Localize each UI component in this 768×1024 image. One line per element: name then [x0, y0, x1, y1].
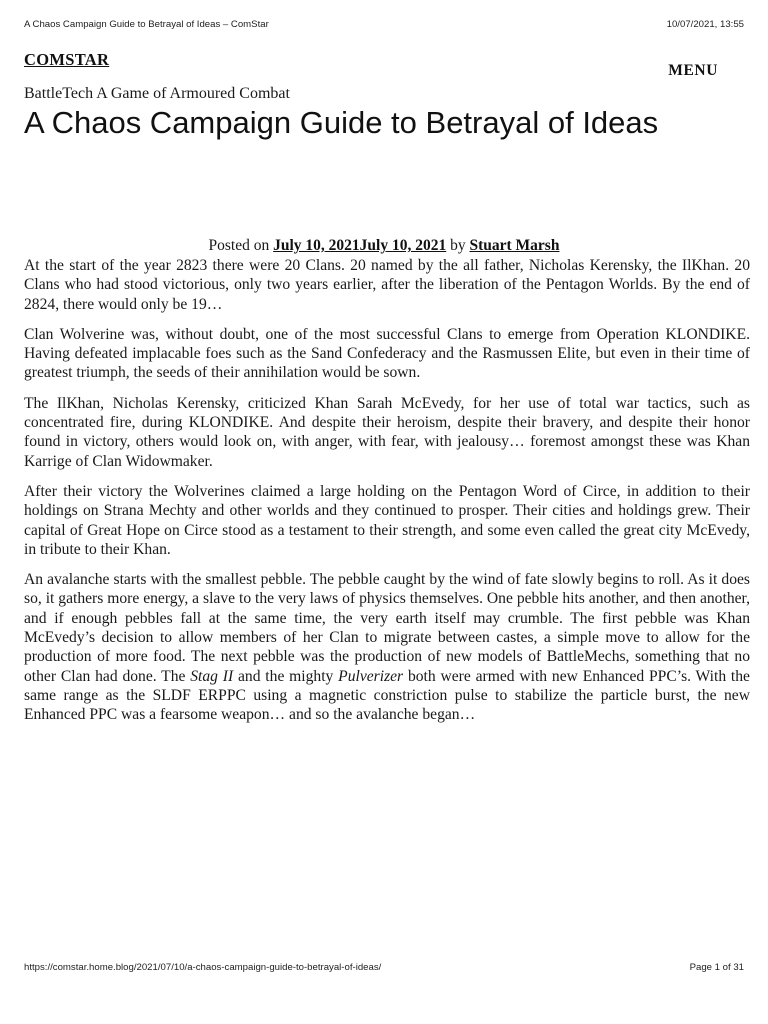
author-link[interactable]: Stuart Marsh [469, 237, 560, 254]
post-content [24, 256, 750, 736]
paragraph: After their victory the Wolverines claimed a large holding on the Pentagon Word of Circe, in addition to their holdings on Strana Mechty and other worlds and they continued to prosper. Their cities and holdings grew. Their capital of Great Hope on Circe stood as a testament to their strength, and some even called the great city McEvedy, in tribute to their Khan. [24, 482, 750, 558]
mech-name-pulverizer: Pulverizer [338, 667, 404, 685]
site-title-link[interactable]: COMSTAR [24, 50, 110, 69]
post-title: A Chaos Campaign Guide to Betrayal of Ideas [24, 105, 659, 140]
paragraph-text: and the mighty [233, 667, 339, 685]
post-date-link[interactable]: July 10, 2021July 10, 2021 [273, 237, 447, 254]
paragraph-text: An avalanche starts with the smallest pebble. The pebble caught by the wind of fate slowly begins to roll. As it does so, it gathers more energy, a slave to the very laws of physics themselves. One pebble hits another, and then another, and if enough pebbles fall at the same time, the very earth itself may crumble. The first pebble was Khan McEvedy’s decision to allow members of her Clan to migrate between castes, a simple move to allow for the production of more food. The next pebble was the production of new models of BattleMechs, something that no other Clan had done. The [24, 571, 750, 685]
post-category: BattleTech A Game of Armoured Combat [24, 85, 290, 102]
print-footer [24, 962, 744, 976]
print-datetime: 10/07/2021, 13:55 [666, 19, 744, 30]
print-url: https://comstar.home.blog/2021/07/10/a-chaos-campaign-guide-to-betrayal-of-ideas/ [24, 962, 382, 973]
page-indicator: Page 1 of 31 [689, 962, 744, 973]
post-meta [0, 237, 768, 255]
paragraph [24, 570, 750, 724]
paragraph: At the start of the year 2823 there were 20 Clans. 20 named by the all father, Nicholas Kerensky, the IlKhan. 20 Clans who had stood victorious, only two years earlier, after the liberation of the Pentagon Worlds. By the end of 2824, there would only be 19… [24, 257, 750, 313]
by-label: by [450, 237, 466, 254]
menu-button[interactable]: MENU [668, 62, 718, 79]
print-header [24, 19, 744, 33]
paragraph-text: both were armed with new Enhanced PPC’s. With the same range as the SLDF ERPPC using a magnetic constriction pulse to stabilize the particle burst, the new Enhanced PPC was a fearsome weapon… and so the avalanche began… [24, 667, 750, 724]
print-page-title: A Chaos Campaign Guide to Betrayal of Ideas – ComStar [24, 19, 269, 30]
posted-on-label: Posted on [208, 237, 270, 254]
mech-name-stag: Stag II [190, 667, 234, 685]
paragraph: The IlKhan, Nicholas Kerensky, criticized Khan Sarah McEvedy, for her use of total war tactics, such as concentrated fire, during KLONDIKE. And despite their heroism, despite their bravery, and despite their honor found in victory, others would look on, with anger, with fear, with jealousy… foremost amongst these was Khan Karrige of Clan Widowmaker. [24, 394, 750, 470]
paragraph: Clan Wolverine was, without doubt, one of the most successful Clans to emerge from Operation KLONDIKE. Having defeated implacable foes such as the Sand Confederacy and the Rasmussen Elite, but even in their time of greatest triumph, the seeds of their annihilation would be sown. [24, 325, 750, 382]
